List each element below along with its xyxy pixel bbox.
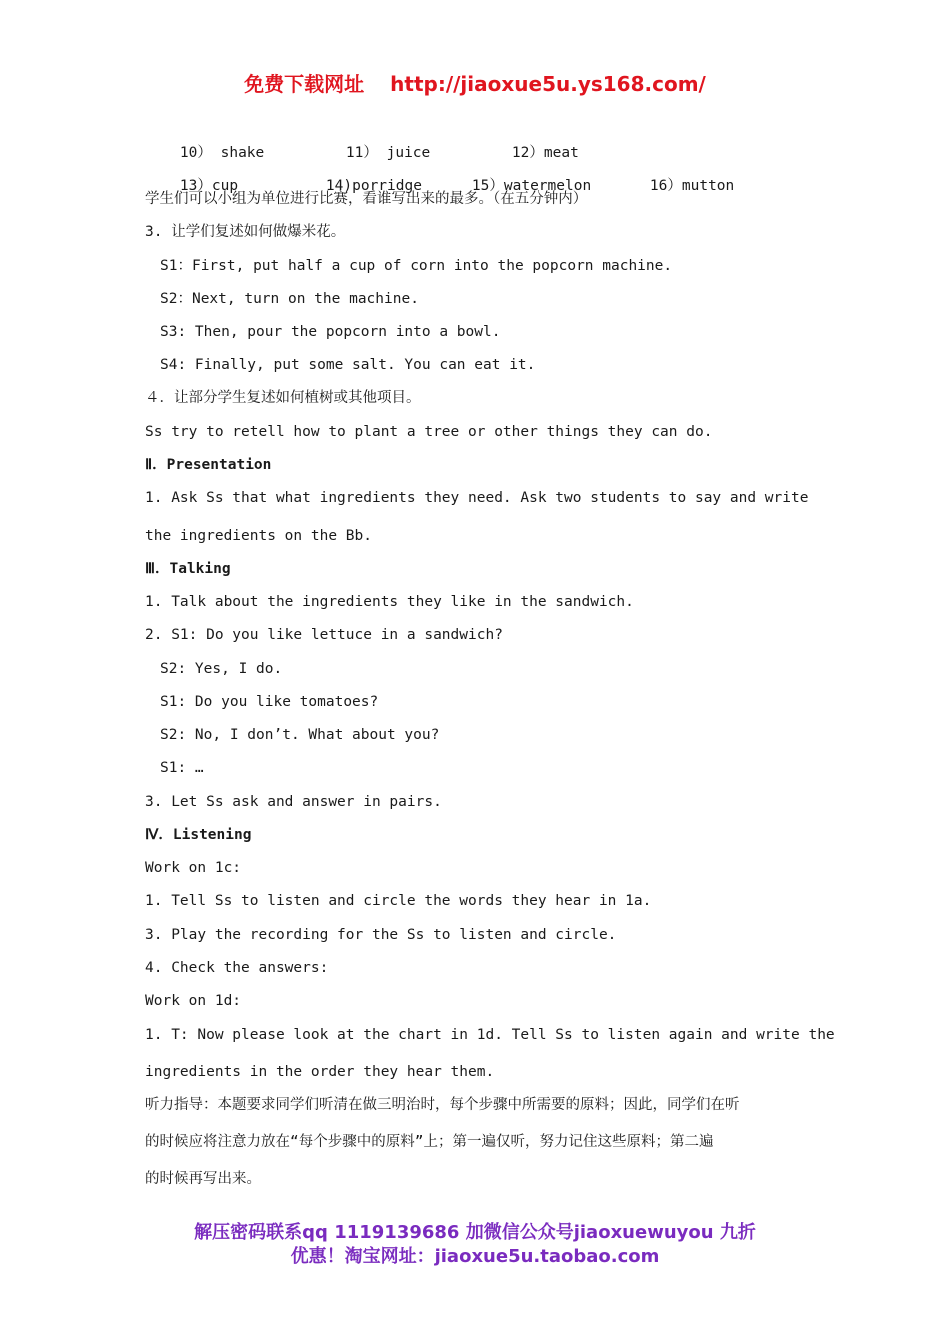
talking-line: 1. Talk about the ingredients they like in the sandwich.	[145, 594, 634, 610]
line-retell-tree: ４．让部分学生复述如何植树或其他项目。	[145, 390, 421, 406]
word-item: 10） shake	[179, 145, 265, 161]
word-item: 16）mutton	[649, 178, 735, 194]
word-item: 14)porridge	[325, 178, 422, 194]
dialog-line: S1: Do you like tomatoes?	[160, 694, 379, 710]
guide-line: 的时候应将注意力放在“每个步骤中的原料”上；第一遍仅听，努力记住这些原料；第二遍	[145, 1134, 714, 1150]
header-label: 免费下载网址	[244, 72, 365, 96]
dialog-line: S1：First, put half a cup of corn into the popcorn machine.	[160, 258, 673, 274]
guide-line: 听力指导：本题要求同学们听清在做三明治时，每个步骤中所需要的原料；因此，同学们在听	[145, 1097, 740, 1113]
line-retell-popcorn: 3. 让学们复述如何做爆米花。	[145, 224, 346, 240]
dialog-line: S2: Yes, I do.	[160, 661, 283, 677]
work-1d-line: 1. T: Now please look at the chart in 1d. Tell Ss to listen again and write the	[145, 1027, 835, 1043]
talking-line: 2. S1: Do you like lettuce in a sandwich?	[145, 627, 503, 643]
presentation-line: 1. Ask Ss that what ingredients they need. Ask two students to say and write	[145, 490, 809, 506]
word-item: 15）watermelon	[471, 178, 592, 194]
header-banner	[0, 68, 950, 97]
section-heading-listening: Ⅳ．Listening	[145, 827, 252, 843]
dialog-line: S3: Then, pour the popcorn into a bowl.	[160, 324, 501, 340]
talking-line: 3. Let Ss ask and answer in pairs.	[145, 794, 442, 810]
line-ss-try: Ss try to retell how to plant a tree or other things they can do.	[145, 424, 713, 440]
work-on-1c: Work on 1c:	[145, 860, 242, 876]
work-1d-line: ingredients in the order they hear them.	[145, 1064, 495, 1080]
word-item: 13）cup	[179, 178, 239, 194]
word-item: 11） juice	[345, 145, 431, 161]
dialog-line: S2：Next, turn on the machine.	[160, 291, 419, 307]
presentation-line: the ingredients on the Bb.	[145, 528, 372, 544]
listening-line: 4. Check the answers:	[145, 960, 329, 976]
footer-line-1: 解压密码联系qq 1119139686 加微信公众号jiaoxuewuyou 九折	[194, 1222, 756, 1243]
listening-line: 1. Tell Ss to listen and circle the words they hear in 1a.	[145, 893, 652, 909]
footer-line-2: 优惠！淘宝网址：jiaoxue5u.taobao.com	[290, 1246, 660, 1267]
guide-line: 的时候再写出来。	[145, 1171, 261, 1187]
word-item: 12）meat	[511, 145, 579, 161]
line-compete: 学生们可以小组为单位进行比赛，看谁写出来的最多。（在五分钟内）	[145, 191, 588, 207]
dialog-line: S2: No, I don’t. What about you?	[160, 727, 440, 743]
dialog-line: S4: Finally, put some salt. You can eat it.	[160, 357, 536, 373]
listening-line: 3. Play the recording for the Ss to listen and circle.	[145, 927, 617, 943]
section-heading-talking: Ⅲ．Talking	[145, 561, 231, 577]
dialog-line: S1: …	[160, 760, 204, 776]
header-url[interactable]: http://jiaoxue5u.ys168.com/	[390, 72, 706, 96]
section-heading-presentation: Ⅱ．Presentation	[145, 457, 272, 473]
work-on-1d: Work on 1d:	[145, 993, 242, 1009]
